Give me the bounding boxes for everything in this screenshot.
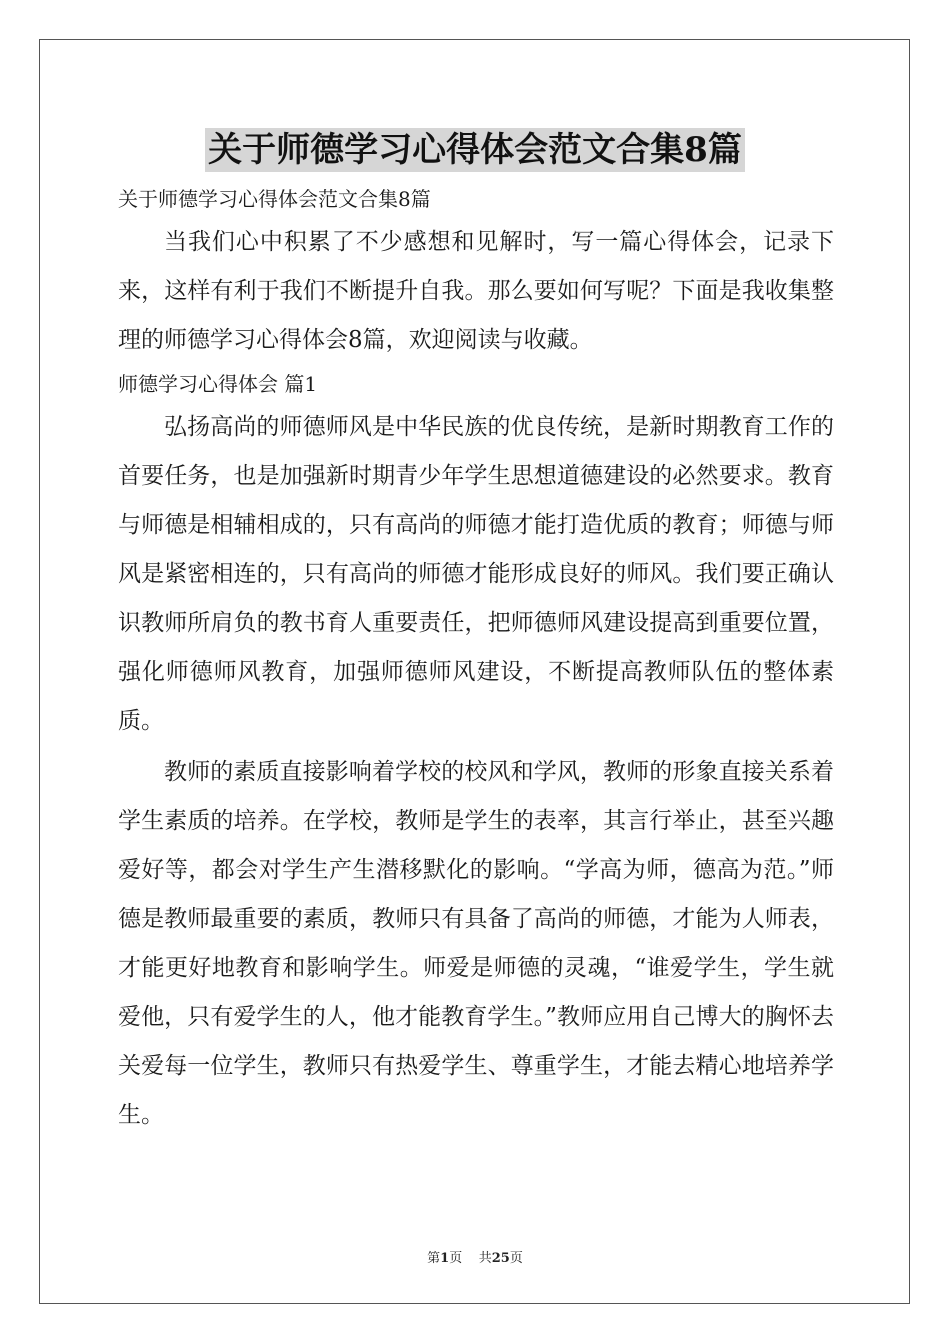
footer-page-suffix: 页 [509,1251,523,1266]
document-body [118,182,834,1142]
footer-page-mid: 页 共 [449,1251,492,1266]
page-footer [0,1247,950,1266]
document-subtitle: 关于师德学习心得体会范文合集8篇 [118,187,431,211]
title-container [0,128,950,172]
footer-page-prefix: 第 [427,1251,441,1266]
body-paragraph-2: 教师的素质直接影响着学校的校风和学风，教师的形象直接关系着学生素质的培养。在学校，教师是学生的表率，其言行举止，甚至兴趣爱好等，都会对学生产生潜移默化的影响。“学高为师，德高为范。”师德是教师最重要的素质，教师只有具备了高尚的师德，才能为人师表，才能更好地教育和影响学生。师爱是师德的灵魂，“谁爱学生，学生就爱他，只有爱学生的人，他才能教育学生。”教师应用自己博大的胸怀去关爱每一位学生，教师只有热爱学生、尊重学生，才能去精心地培养学生。 [118,759,834,1128]
footer-total-pages: 25 [491,1251,510,1266]
footer-current-page: 1 [440,1251,450,1266]
document-title: 关于师德学习心得体会范文合集8篇 [205,128,745,172]
intro-paragraph: 当我们心中积累了不少感想和见解时，写一篇心得体会，记录下来，这样有利于我们不断提升自我。那么要如何写呢？下面是我收集整理的师德学习心得体会8篇，欢迎阅读与收藏。 [118,229,834,353]
section-heading: 师德学习心得体会 篇1 [118,372,318,396]
body-paragraph-1: 弘扬高尚的师德师风是中华民族的优良传统，是新时期教育工作的首要任务，也是加强新时期青少年学生思想道德建设的必然要求。教育与师德是相辅相成的，只有高尚的师德才能打造优质的教育；师德与师风是紧密相连的，只有高尚的师德才能形成良好的师风。我们要正确认识教师所肩负的教书育人重要责任，把师德师风建设提高到重要位置，强化师德师风教育，加强师德师风建设，不断提高教师队伍的整体素质。 [118,414,834,734]
